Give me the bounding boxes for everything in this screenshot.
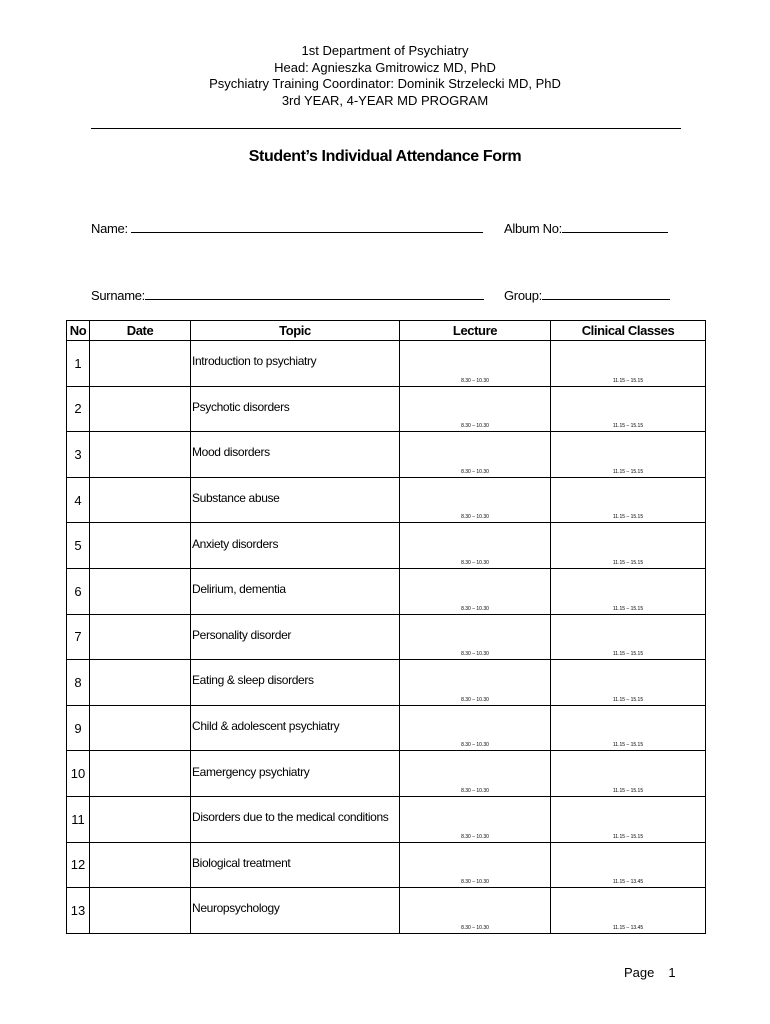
form-title: Student’s Individual Attendance Form xyxy=(248,148,522,165)
topic-text: Eamergency psychiatry xyxy=(192,764,310,779)
table-header-row xyxy=(67,321,706,341)
surname-blank-line[interactable] xyxy=(145,289,484,300)
clinical-cell[interactable]: 11.15 – 15.15 xyxy=(551,568,706,614)
table-row xyxy=(67,432,706,478)
table-row xyxy=(67,705,706,751)
date-cell[interactable] xyxy=(90,477,191,523)
topic-text: Disorders due to the medical conditions xyxy=(192,810,389,825)
clinical-cell[interactable]: 11.15 – 15.15 xyxy=(551,705,706,751)
row-number: 8 xyxy=(67,660,90,706)
table-row xyxy=(67,614,706,660)
topic-text: Delirium, dementia xyxy=(192,582,286,597)
lecture-cell[interactable]: 8.30 – 10.30 xyxy=(400,568,551,614)
lecture-cell[interactable]: 8.30 – 10.30 xyxy=(400,386,551,432)
topic-text: Anxiety disorders xyxy=(192,536,279,551)
row-number: 3 xyxy=(67,432,90,478)
clinical-cell[interactable]: 11.15 – 13.45 xyxy=(551,842,706,888)
document-header xyxy=(0,43,770,109)
date-cell[interactable] xyxy=(90,705,191,751)
topic-text: Child & adolescent psychiatry xyxy=(192,719,340,734)
program-year: 3rd YEAR, 4-YEAR MD PROGRAM xyxy=(281,92,489,108)
topic-text: Biological treatment xyxy=(192,855,291,870)
lecture-cell[interactable]: 8.30 – 10.30 xyxy=(400,660,551,706)
album-label: Album No: xyxy=(504,221,562,236)
attendance-table xyxy=(66,320,706,934)
topic-text: Introduction to psychiatry xyxy=(192,354,317,369)
table-row xyxy=(67,751,706,797)
lecture-cell[interactable]: 8.30 – 10.30 xyxy=(400,341,551,387)
table-row xyxy=(67,568,706,614)
lecture-cell[interactable]: 8.30 – 10.30 xyxy=(400,477,551,523)
lecture-cell[interactable]: 8.30 – 10.30 xyxy=(400,705,551,751)
topic-cell xyxy=(191,705,400,751)
table-row xyxy=(67,888,706,934)
clinical-cell[interactable]: 11.15 – 15.15 xyxy=(551,660,706,706)
row-number: 10 xyxy=(67,751,90,797)
row-number: 5 xyxy=(67,523,90,569)
table-row xyxy=(67,386,706,432)
topic-text: Eating & sleep disorders xyxy=(192,673,314,688)
surname-label: Surname: xyxy=(91,288,145,303)
clinical-cell[interactable]: 11.15 – 15.15 xyxy=(551,341,706,387)
row-number: 7 xyxy=(67,614,90,660)
topic-cell xyxy=(191,568,400,614)
date-cell[interactable] xyxy=(90,660,191,706)
lecture-cell[interactable]: 8.30 – 10.30 xyxy=(400,523,551,569)
header-divider xyxy=(91,128,681,129)
group-field xyxy=(504,288,670,303)
lecture-cell[interactable]: 8.30 – 10.30 xyxy=(400,888,551,934)
topic-text: Neuropsychology xyxy=(192,901,280,916)
topic-cell xyxy=(191,523,400,569)
table-row xyxy=(67,477,706,523)
name-blank-line[interactable] xyxy=(131,222,483,233)
lecture-cell[interactable]: 8.30 – 10.30 xyxy=(400,796,551,842)
column-header-topic: Topic xyxy=(191,321,400,341)
date-cell[interactable] xyxy=(90,386,191,432)
lecture-cell[interactable]: 8.30 – 10.30 xyxy=(400,842,551,888)
clinical-cell[interactable]: 11.15 – 15.15 xyxy=(551,432,706,478)
clinical-cell[interactable]: 11.15 – 15.15 xyxy=(551,796,706,842)
table-row xyxy=(67,341,706,387)
clinical-cell[interactable]: 11.15 – 15.15 xyxy=(551,614,706,660)
topic-text: Personality disorder xyxy=(192,627,292,642)
row-number: 4 xyxy=(67,477,90,523)
lecture-cell[interactable]: 8.30 – 10.30 xyxy=(400,432,551,478)
lecture-cell[interactable]: 8.30 – 10.30 xyxy=(400,751,551,797)
group-label: Group: xyxy=(504,288,542,303)
topic-cell xyxy=(191,660,400,706)
page-label: Page xyxy=(624,965,655,980)
date-cell[interactable] xyxy=(90,614,191,660)
table-row xyxy=(67,523,706,569)
topic-cell xyxy=(191,842,400,888)
row-number: 1 xyxy=(67,341,90,387)
row-number: 6 xyxy=(67,568,90,614)
clinical-cell[interactable]: 11.15 – 15.15 xyxy=(551,751,706,797)
topic-cell xyxy=(191,432,400,478)
date-cell[interactable] xyxy=(90,842,191,888)
column-header-lecture: Lecture xyxy=(400,321,551,341)
topic-cell xyxy=(191,888,400,934)
topic-cell xyxy=(191,796,400,842)
topic-cell xyxy=(191,614,400,660)
group-blank-line[interactable] xyxy=(542,289,670,300)
date-cell[interactable] xyxy=(90,341,191,387)
column-header-date: Date xyxy=(90,321,191,341)
row-number: 12 xyxy=(67,842,90,888)
lecture-cell[interactable]: 8.30 – 10.30 xyxy=(400,614,551,660)
clinical-cell[interactable]: 11.15 – 13.45 xyxy=(551,888,706,934)
topic-text: Mood disorders xyxy=(192,445,270,460)
topic-cell xyxy=(191,341,400,387)
row-number: 2 xyxy=(67,386,90,432)
topic-cell xyxy=(191,386,400,432)
surname-field xyxy=(91,288,484,303)
table-row xyxy=(67,842,706,888)
row-number: 13 xyxy=(67,888,90,934)
table-row xyxy=(67,660,706,706)
date-cell[interactable] xyxy=(90,888,191,934)
clinical-cell[interactable]: 11.15 – 15.15 xyxy=(551,523,706,569)
row-number: 11 xyxy=(67,796,90,842)
clinical-cell[interactable]: 11.15 – 15.15 xyxy=(551,477,706,523)
department-head: Head: Agnieszka Gmitrowicz MD, PhD xyxy=(274,59,496,75)
album-blank-line[interactable] xyxy=(562,222,668,233)
topic-cell xyxy=(191,477,400,523)
row-number: 9 xyxy=(67,705,90,751)
column-header-clinical: Clinical Classes xyxy=(551,321,706,341)
date-cell[interactable] xyxy=(90,796,191,842)
page-footer xyxy=(624,965,676,980)
page-number: 1 xyxy=(668,965,676,980)
department-name: 1st Department of Psychiatry xyxy=(301,43,469,58)
name-field xyxy=(91,221,483,236)
training-coordinator: Psychiatry Training Coordinator: Dominik Strzelecki MD, PhD xyxy=(209,76,561,91)
topic-text: Psychotic disorders xyxy=(192,399,290,414)
table-row xyxy=(67,796,706,842)
date-cell[interactable] xyxy=(90,751,191,797)
topic-cell xyxy=(191,751,400,797)
clinical-cell[interactable]: 11.15 – 15.15 xyxy=(551,386,706,432)
topic-text: Substance abuse xyxy=(192,491,280,506)
column-header-no: No xyxy=(67,321,90,341)
date-cell[interactable] xyxy=(90,523,191,569)
name-label: Name: xyxy=(91,221,128,236)
date-cell[interactable] xyxy=(90,432,191,478)
date-cell[interactable] xyxy=(90,568,191,614)
album-field xyxy=(504,221,668,236)
